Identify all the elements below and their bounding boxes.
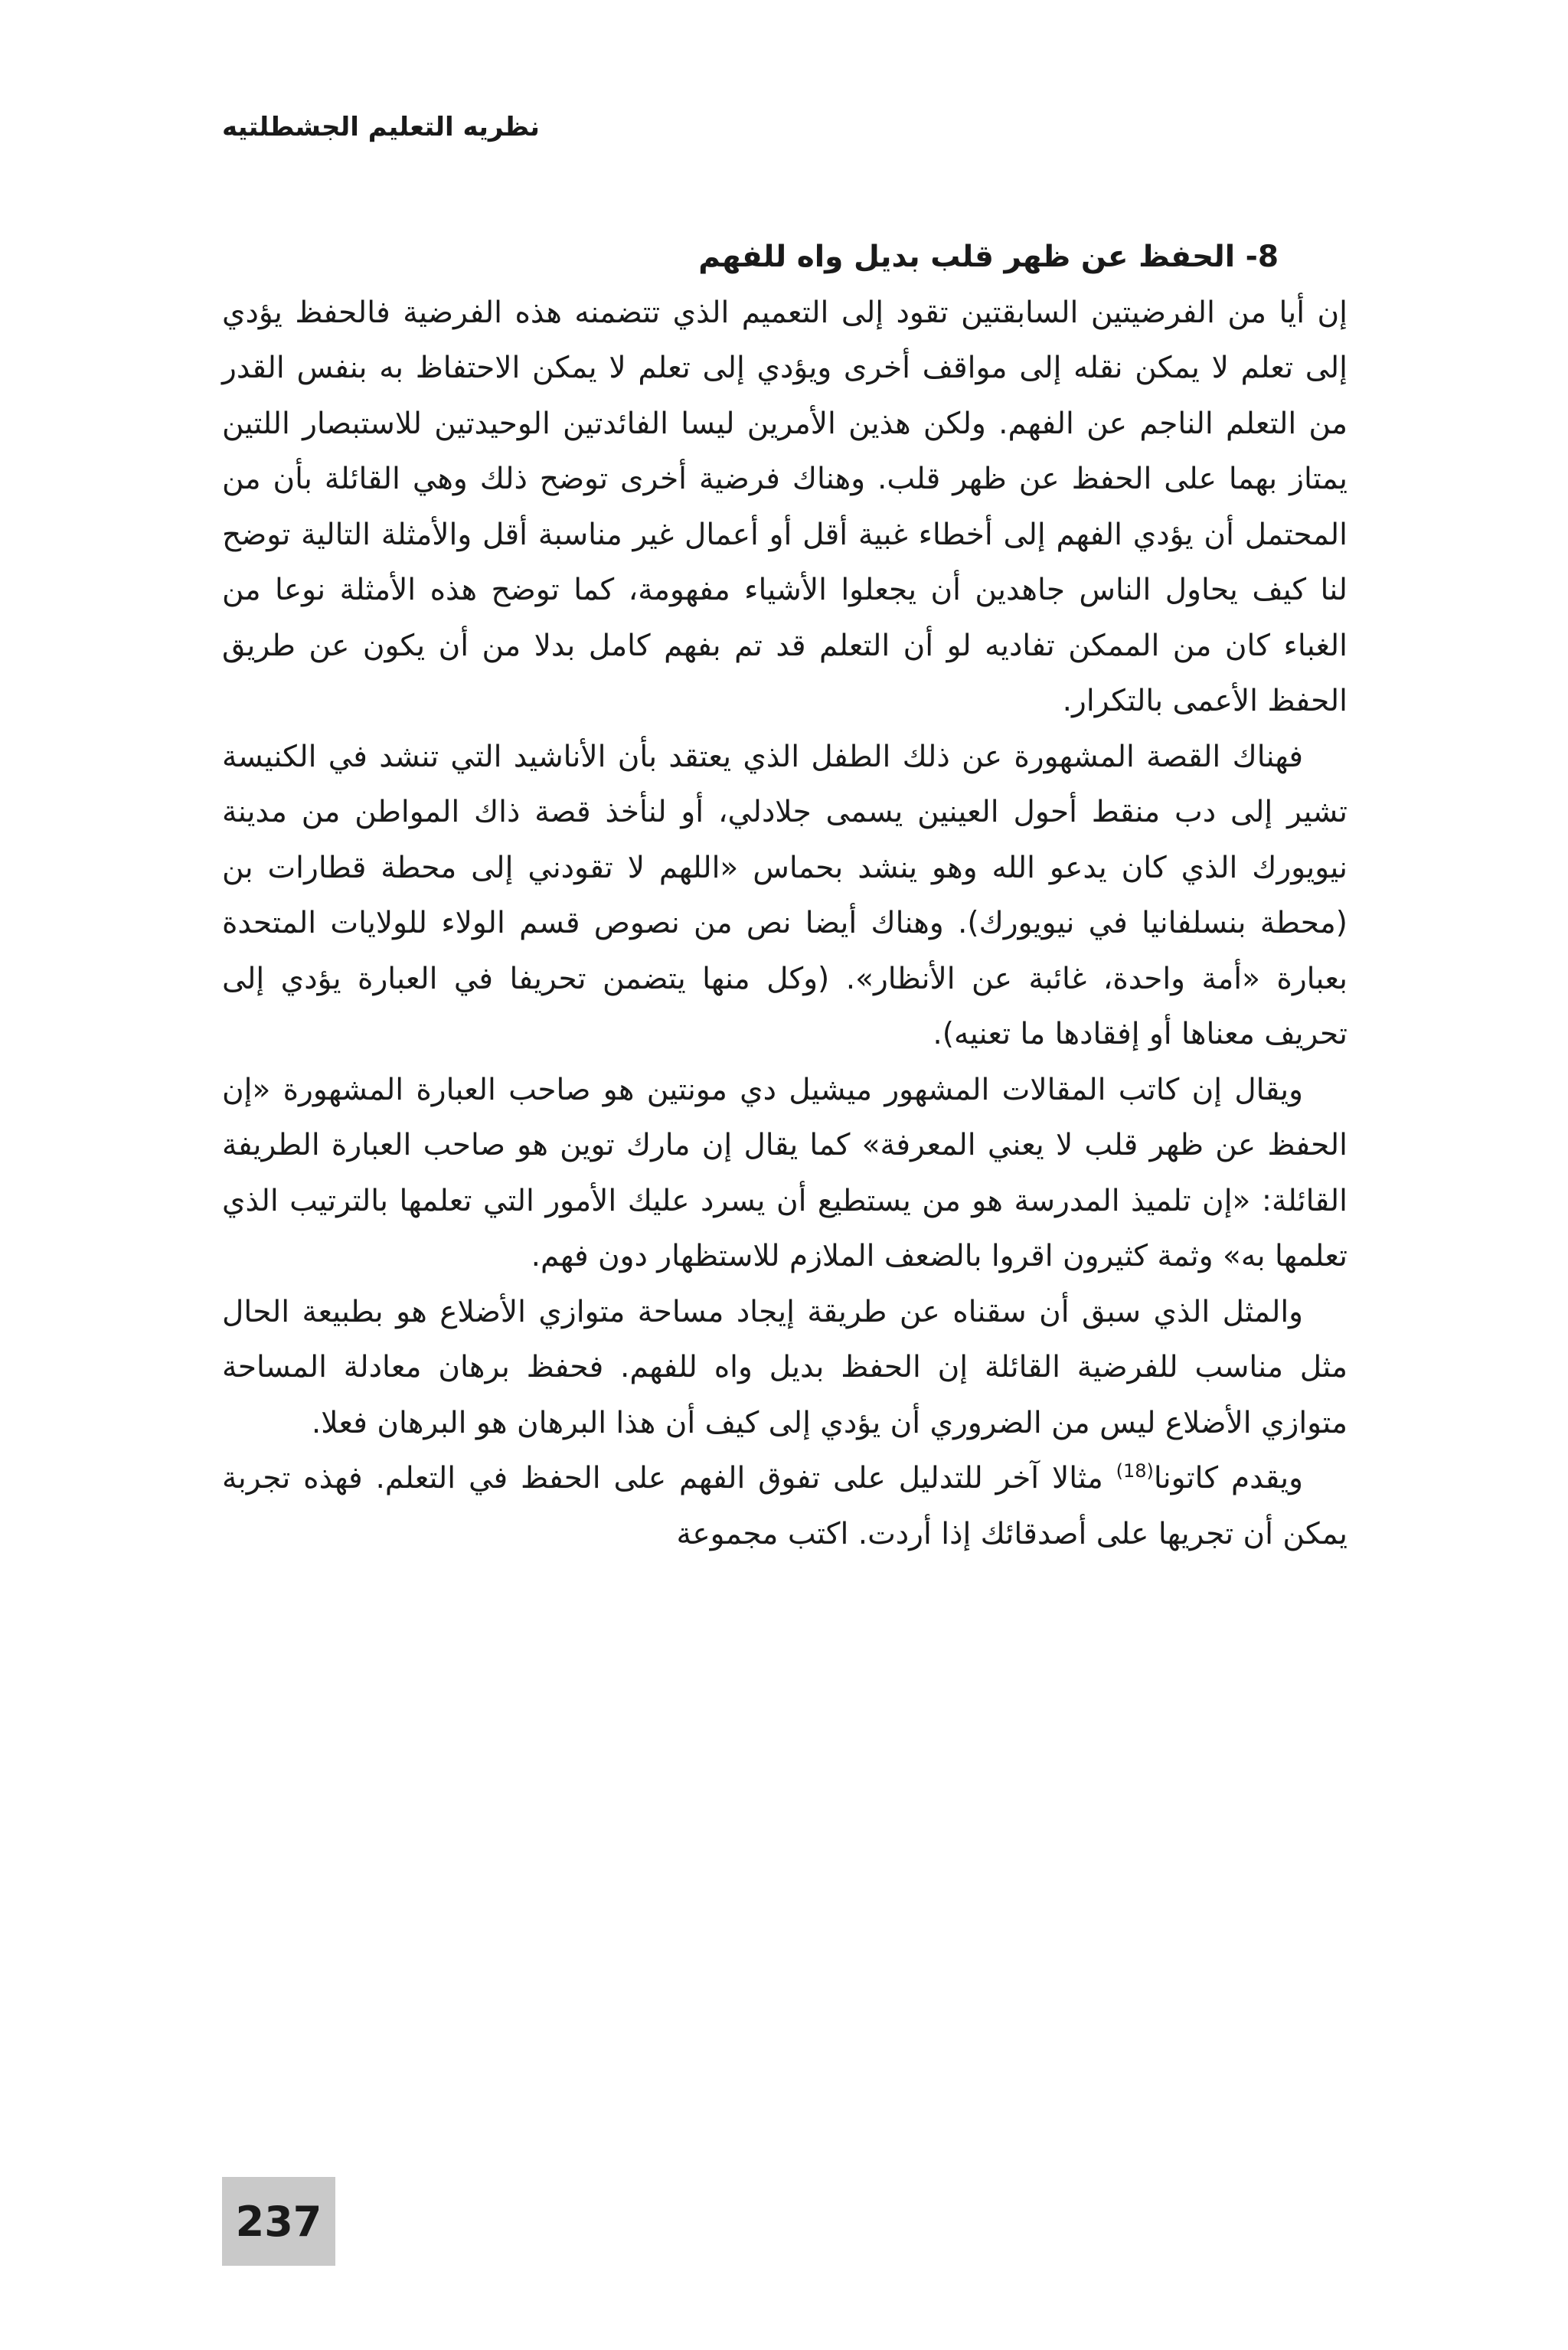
body-text [222,230,1348,1562]
page-number: 237 [235,2197,322,2246]
page-number-box [222,2177,335,2266]
paragraph: والمثل الذي سبق أن سقناه عن طريقة إيجاد مساحة متوازي الأضلاع هو بطبيعة الحال مثل مناسب للفرضية القائلة إن الحفظ بديل واه للفهم. فحفظ برهان معادلة المساحة متوازي الأضلاع ليس من الضروري أن يؤدي إلى كيف أن هذا البرهان هو البرهان فعلا. [222,1294,1348,1440]
paragraph: ويقال إن كاتب المقالات المشهور ميشيل دي مونتين هو صاحب العبارة المشهورة «إن الحفظ عن ظهر قلب لا يعني المعرفة» كما يقال إن مارك توين هو صاحب العبارة الطريفة القائلة: «إن تلميذ المدرسة هو من يستطيع أن يسرد عليك الأمور التي تعلمها بالترتيب الذي تعلمها به» وثمة كثيرون اقروا بالضعف الملازم للاستظهار دون فهم. [222,1072,1348,1273]
paragraph-text-end: مثالا آخر للتدليل على تفوق الفهم على الحفظ في التعلم. فهذه تجربة يمكن أن تجريها على أصدقائك إذا أردت. اكتب مجموعة [222,1461,1348,1551]
paragraph: فهناك القصة المشهورة عن ذلك الطفل الذي يعتقد بأن الأناشيد التي تنشد في الكنيسة تشير إلى دب منقط أحول العينين يسمى جلادلي، أو لنأخذ قصة ذاك المواطن من مدينة نيويورك الذي كان يدعو الله وهو ينشد بحماس «اللهم لا تقودني إلى محطة قطارات بن (محطة بنسلفانيا في نيويورك). وهناك أيضا نص من نصوص قسم الولاء للولايات المتحدة بعبارة «أمة واحدة، غائبة عن الأنظار». (وكل منها يتضمن تحريفا في العبارة يؤدي إلى تحريف معناها أو إفقادها ما تعنيه). [222,739,1348,1051]
paragraph: إن أيا من الفرضيتين السابقتين تقود إلى التعميم الذي تتضمنه هذه الفرضية فالحفظ يؤدي إلى تعلم لا يمكن نقله إلى مواقف أخرى ويؤدي إلى تعلم لا يمكن الاحتفاظ به بنفس القدر من التعلم الناجم عن الفهم. ولكن هذين الأمرين ليسا الفائدتين الوحيدتين للاستبصار اللتين يمتاز بهما على الحفظ عن ظهر قلب. وهناك فرضية أخرى توضح ذلك وهي القائلة بأن من المحتمل أن يؤدي الفهم إلى أخطاء غبية أقل أو أعمال غير مناسبة أقل والأمثلة التالية توضح لنا كيف يحاول الناس جاهدين أن يجعلوا الأشياء مفهومة، كما توضح هذه الأمثلة نوعا من الغباء كان من الممكن تفاديه لو أن التعلم قد تم بفهم كامل بدلا من أن يكون عن طريق الحفظ الأعمى بالتكرار. [222,295,1348,718]
paragraph-text-start: ويقدم كاتونا [1153,1461,1303,1495]
footnote-reference[interactable]: (18) [1116,1460,1154,1482]
running-header-title: نظريه التعليم الجشطلتيه [222,112,540,142]
paragraph-with-footnote [222,1451,1348,1562]
section-heading: 8- الحفظ عن ظهر قلب بديل واه للفهم [698,240,1279,274]
